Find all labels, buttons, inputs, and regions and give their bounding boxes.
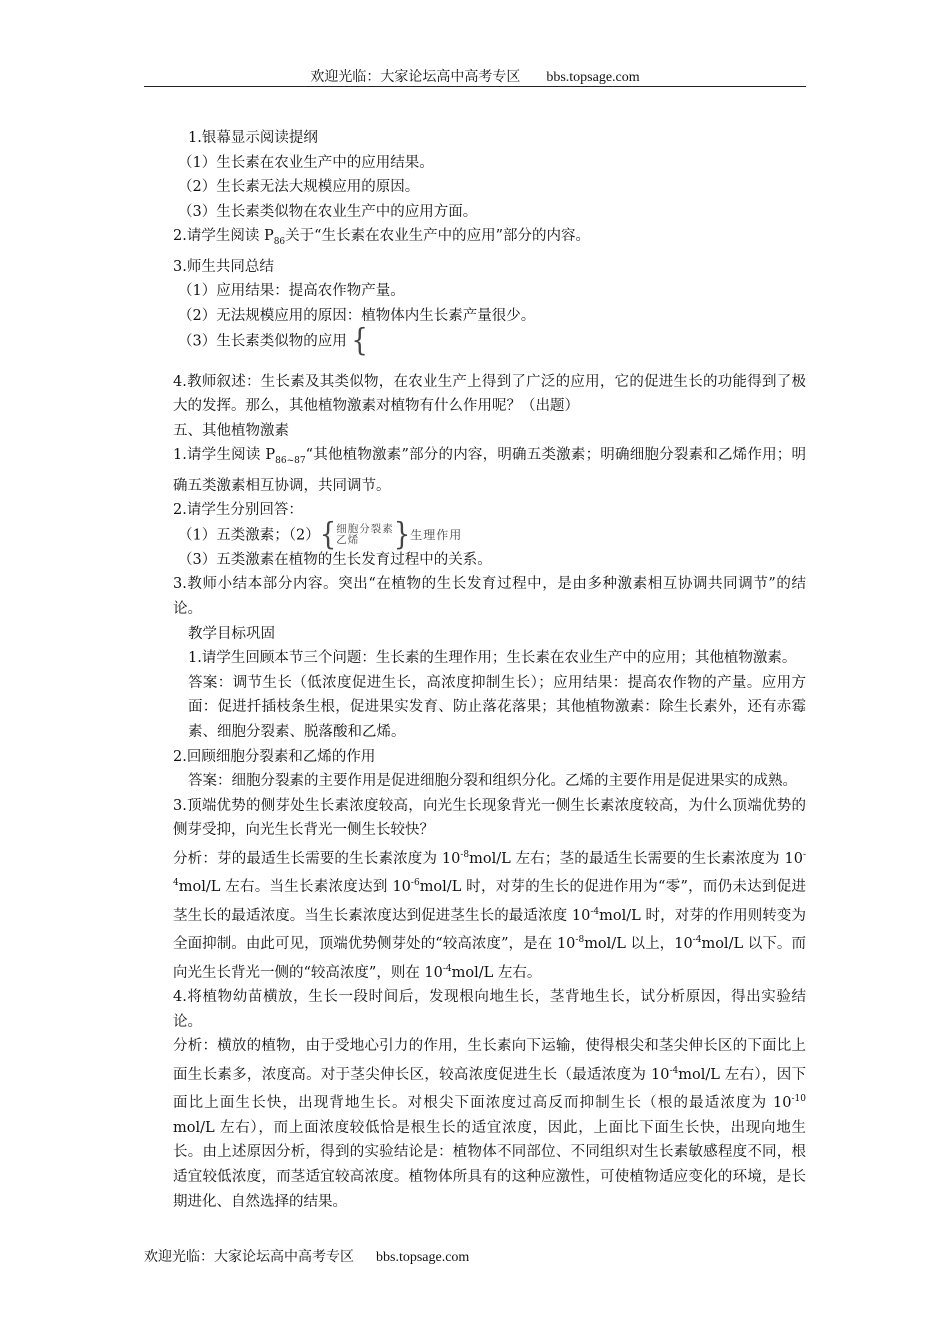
section-heading: 教学目标巩固 [188,625,275,642]
page-header [144,66,806,86]
line: （1）五类激素；（2）{细胞分裂素 乙烯 }生理作用 [178,517,463,554]
paragraph: 答案：细胞分裂素的主要作用是促进细胞分裂和组织分化。乙烯的主要作用是促进果实的成熟。 [188,773,797,790]
paragraph: 3.顶端优势的侧芽处生长素浓度较高，向光生长现象背光一侧生长素浓度较高，为什么顶端优势的侧芽受抑，向光生长背光一侧生长较快？ [173,797,806,839]
paragraph: 分析：芽的最适生长需要的生长素浓度为 $10^{-8}mol/L$ 左右；茎的最适生长需要的生长素浓度为 $10^{-4}mol/L$ 左右。当生长素浓度达到 $10^{-6}mol/L$ 时，对芽的生长的促进作用为“零”，而仍未达到促进茎生长的最适浓度。当生长素浓度达到促进茎生长的最适浓度 $10^{-4}mol/L$ 时，对芽的作用则转变为全面抑制。由此可见，顶端优势侧芽处的“较高浓度”，是在 $10^{-8}mol/L$ 以上，$10^{-4}mol/L$ 以下。而向光生长背光一侧的“较高浓度”，则在 $10^{-4}mol/L$ 左右。 [173,850,806,981]
footer-text: 欢迎光临：大家论坛高中高考专区 [144,1249,354,1265]
header-rule [144,86,806,87]
line: （1）应用结果：提高农作物产量。 [178,283,405,300]
line: 2.请学生阅读 $P_{86}$关于“生长素在农业生产中的应用”部分的内容。 [173,228,590,248]
line: 1.银幕显示阅读提纲 [188,130,318,146]
line: （3）生长素类似物的应用 { [144,329,806,354]
line: 2.请学生分别回答： [173,502,303,519]
line: （3）五类激素在植物的生长发育过程中的关系。 [178,551,492,568]
line: （3）生长素类似物在农业生产中的应用方面。 [178,203,478,220]
paragraph: 1.请学生阅读 $P_{86\sim 87}“$其他植物激素”部分的内容，明确五类激素；明确细胞分裂素和乙烯作用；明确五类激素相互协调，共同调节。 [173,447,806,494]
line: （2）生长素无法大规模应用的原因。 [178,179,420,196]
document-body [144,126,806,1214]
line: 2.回顾细胞分裂素和乙烯的作用 [173,748,376,765]
page-footer [144,1246,469,1266]
section-heading: 五、其他植物激素 [173,422,289,439]
paragraph: 4.将植物幼苗横放，生长一段时间后，发现根向地生长，茎背地生长，试分析原因，得出实验结论。 [173,989,806,1030]
paragraph: 答案：调节生长（低浓度促进生长，高浓度抑制生长）；应用结果：提高农作物的产量。应用方面：促进扦插枝条生根，促进果实发育、防止落花落果；其他植物激素：除生长素外，还有赤霉素、细胞分裂素、脱落酸和乙烯。 [188,674,806,741]
header-text: 欢迎光临：大家论坛高中高考专区 [310,69,521,85]
header-url[interactable]: bbs.topsage.com [546,70,640,85]
line: （1）生长素在农业生产中的应用结果。 [178,154,434,171]
blurred-brace-figure: { [351,322,368,359]
footer-url[interactable]: bbs.topsage.com [376,1250,470,1265]
line: （2）无法规模应用的原因：植物体内生长素产量很少。 [178,308,536,325]
paragraph: 3.教师小结本部分内容。突出“在植物的生长发育过程中，是由多种激素相互协调共同调节”的结论。 [173,576,806,618]
line: 3.师生共同总结 [173,258,274,275]
paragraph: 4.教师叙述：生长素及其类似物，在农业生产上得到了广泛的应用，它的促进生长的功能得到了极大的发挥。那么，其他植物激素对植物有什么作用呢？（出题） [173,373,806,415]
paragraph: 分析：横放的植物，由于受地心引力的作用，生长素向下运输，使得根尖和茎尖伸长区的下面比上面生长素多，浓度高。对于茎尖伸长区，较高浓度促进生长（最适浓度为 $10^{-4}mol/L$ 左右），因下面比上面生长快，出现背地生长。对根尖下面浓度过高反而抑制生长（根的最适浓度为 $10^{-10}$ mol/L 左右），而上面浓度较低恰是根生长的适宜浓度，因此，上面比下面生长快，出现向地生长。由上述原因分析，得到的实验结论是：植物体不同部位、不同组织对生长素敏感程度不同，根适宜较低浓度，而茎适宜较高浓度。植物体所具有的这种应激性，可使植物适应变化的环境，是长期进化、自然选择的结果。 [173,1038,806,1210]
paragraph: 1.请学生回顾本节三个问题：生长素的生理作用；生长素在农业生产中的应用；其他植物激素。 [188,650,797,667]
